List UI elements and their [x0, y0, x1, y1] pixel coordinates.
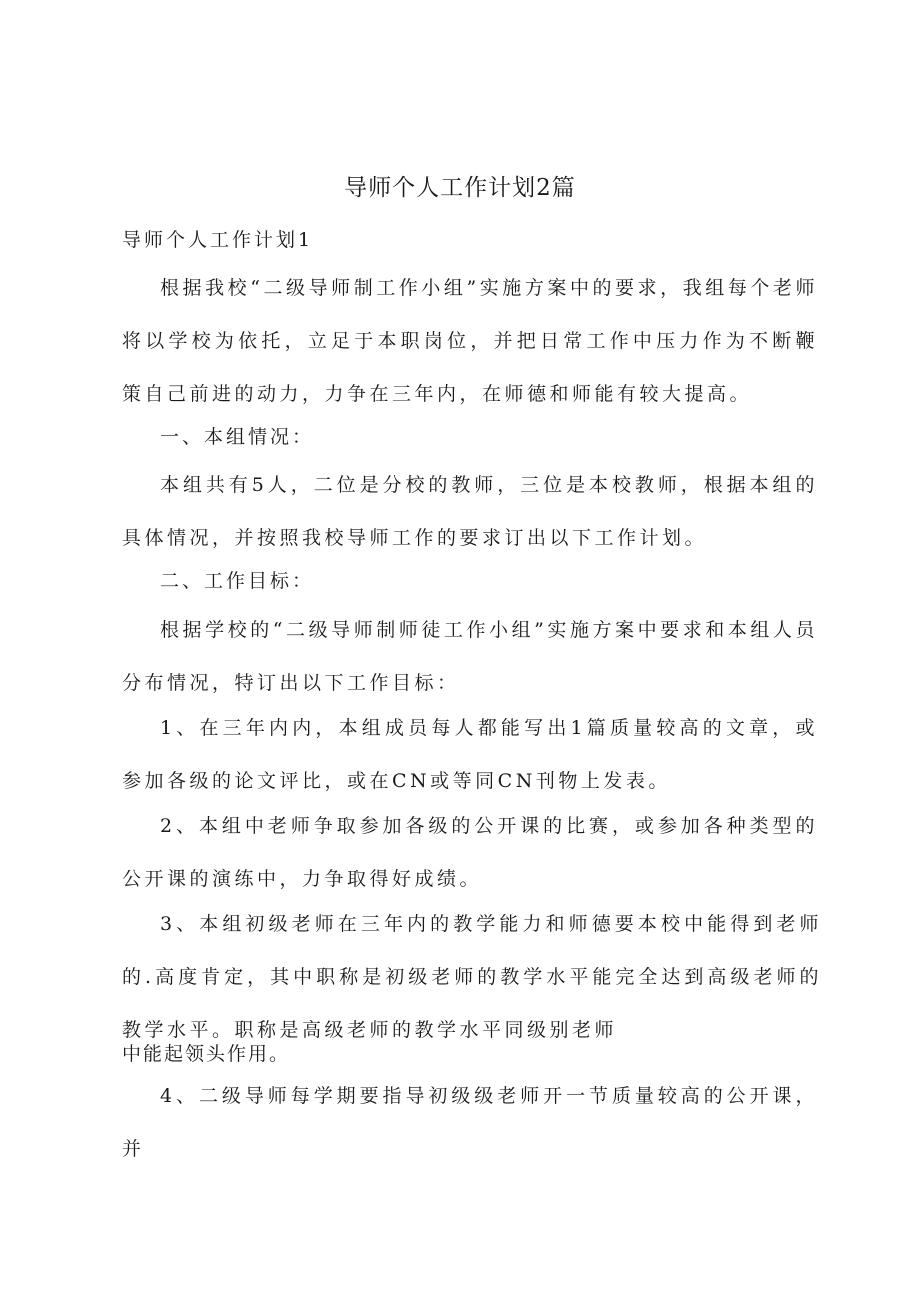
goal-item-1: 1、在三年内内，本组成员每人都能写出1篇质量较高的文章，或参加各级的论文评比，或在CN或等同CN刊物上发表。	[122, 717, 818, 792]
intro-paragraph: 根据我校“二级导师制工作小组”实施方案中的要求，我组每个老师将以学校为依托，立足于本职岗位，并把日常工作中压力作为不断鞭策自己前进的动力，力争在三年内，在师德和师能有较大提高。	[122, 277, 818, 405]
section1-body: 本组共有5人，二位是分校的教师，三位是本校教师，根据本组的具体情况，并按照我校导师工作的要求订出以下工作计划。	[122, 474, 818, 549]
document-title: 导师个人工作计划2篇	[344, 175, 576, 201]
goal-item-3-continuation: 中能起领头作用。	[122, 1043, 291, 1065]
section2-heading: 二、工作目标：	[160, 570, 315, 592]
section1-heading: 一、本组情况：	[160, 426, 315, 448]
goal-item-2: 2、本组中老师争取参加各级的公开课的比赛，或参加各种类型的公开课的演练中，力争取得好成绩。	[122, 815, 818, 890]
section-subheading: 导师个人工作计划1	[122, 229, 314, 251]
goal-item-3: 3、本组初级老师在三年内的教学能力和师德要本校中能得到老师的.高度肯定，其中职称是初级老师的教学水平能完全达到高级老师的教学水平。职称是高级老师的教学水平同级别老师	[122, 913, 822, 1041]
goal-item-4: 4、二级导师每学期要指导初级级老师开一节质量较高的公开课，并	[122, 1085, 818, 1160]
section2-body: 根据学校的“二级导师制师徒工作小组”实施方案中要求和本组人员分布情况，特订出以下工作目标：	[122, 619, 818, 694]
